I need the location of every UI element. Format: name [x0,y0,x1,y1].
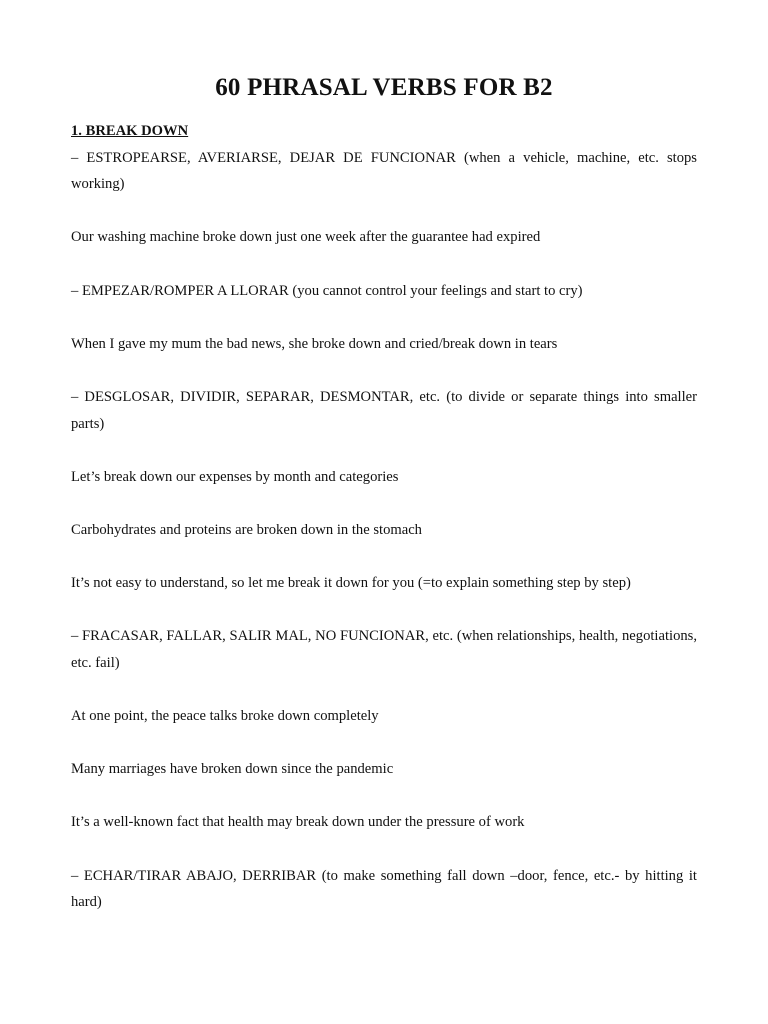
example-sentence: Carbohydrates and proteins are broken down in the stomach [71,521,422,538]
example-sentence: Many marriages have broken down since the pandemic [71,761,394,778]
example-sentence: Let’s break down our expenses by month and categories [71,468,399,485]
example-sentence: At one point, the peace talks broke down completely [71,708,379,725]
example-sentence: Our washing machine broke down just one week after the guarantee had expired [71,229,541,246]
example-sentence: When I gave my mum the bad news, she broke down and cried/break down in tears [71,335,558,352]
definition-paragraph: – ECHAR/TIRAR ABAJO, DERRIBAR (to make something fall down –door, fence, etc.- by hitting it hard) [71,867,697,911]
document-body [71,118,697,916]
example-sentence: It’s a well-known fact that health may break down under the pressure of work [71,814,525,831]
definition-paragraph: – DESGLOSAR, DIVIDIR, SEPARAR, DESMONTAR, etc. (to divide or separate things into smaller parts) [71,388,697,432]
example-sentence: It’s not easy to understand, so let me break it down for you (=to explain something step by step) [71,575,631,592]
section-heading: 1. BREAK DOWN [71,123,189,139]
definition-paragraph: – FRACASAR, FALLAR, SALIR MAL, NO FUNCIONAR, etc. (when relationships, health, negotiations, etc. fail) [71,628,697,671]
definition-paragraph: – ESTROPEARSE, AVERIARSE, DEJAR DE FUNCIONAR (when a vehicle, machine, etc. stops working) [71,149,697,193]
page-title: 60 PHRASAL VERBS FOR B2 [215,74,553,101]
definition-paragraph: – EMPEZAR/ROMPER A LLORAR (you cannot control your feelings and start to cry) [71,282,583,299]
